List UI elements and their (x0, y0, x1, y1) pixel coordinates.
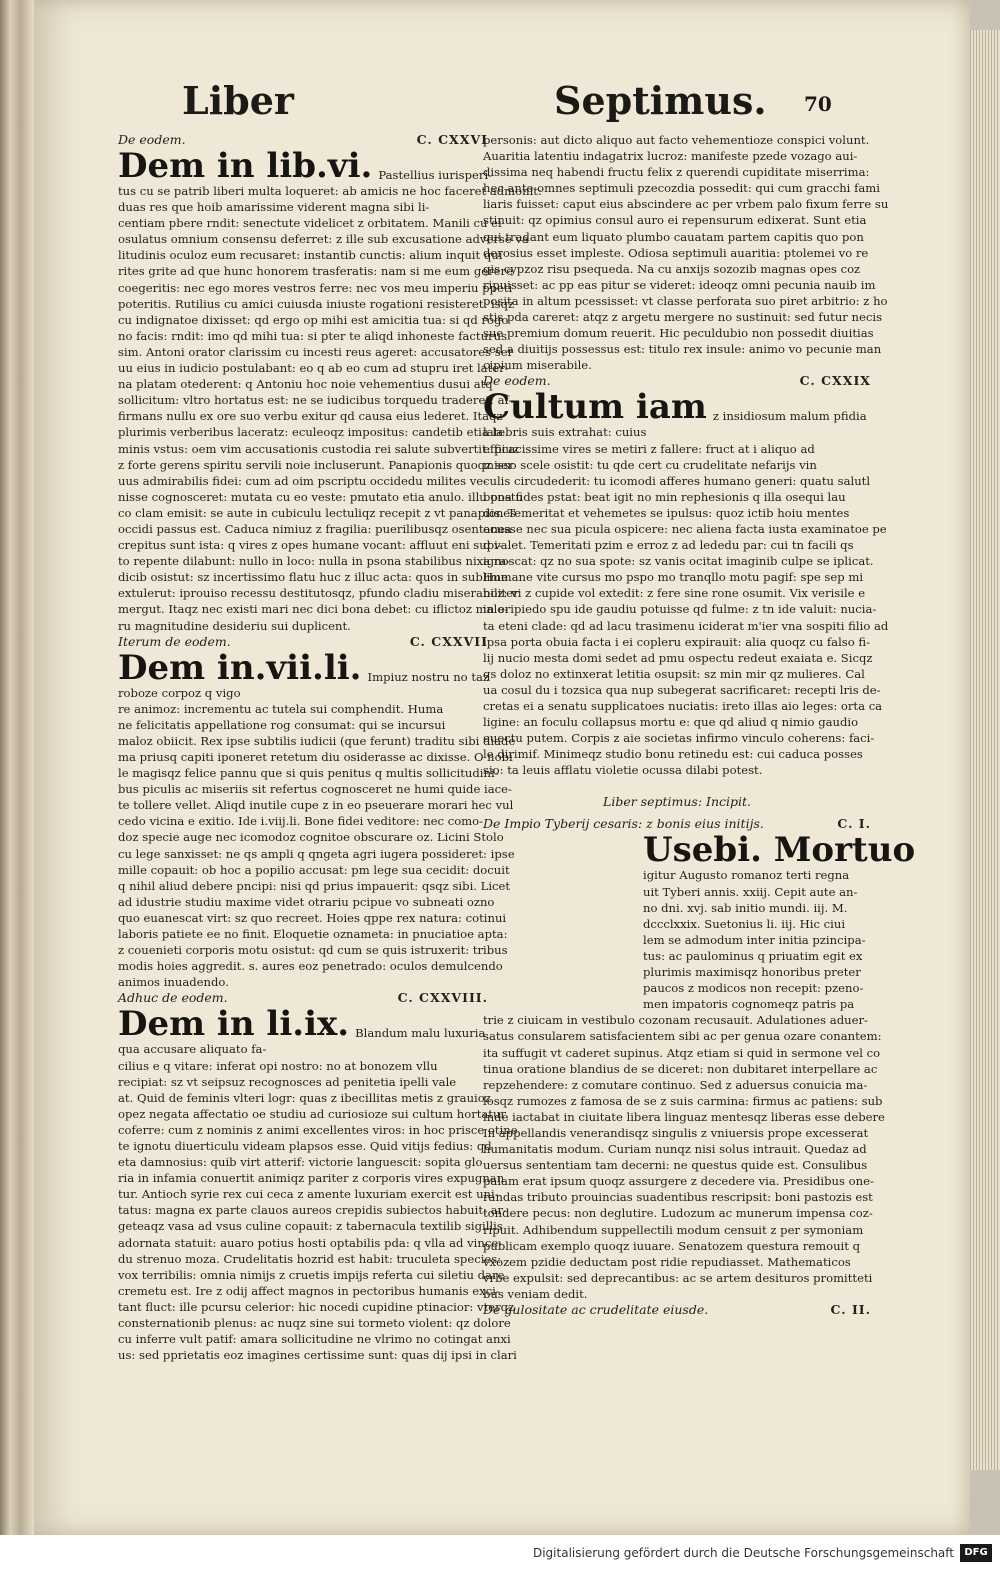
decorated-initial: Cultum iam (483, 387, 707, 428)
text-line: animos inuadendo. (118, 975, 229, 990)
chapter-number: C. CXXVIII. (397, 990, 488, 1006)
text-line: vxozem pzidie deductam post ridie repudiasset. Mathematicos (483, 1254, 851, 1269)
running-head-right: Septimus. (554, 78, 767, 123)
text-line: stis pda careret: atqz z argetu mergere no sustinuit: sed futur necis (483, 310, 883, 325)
text-line: maloz obiicit. Rex ipse subtilis iudicii (que ferunt) traditu sibi diade (118, 733, 516, 748)
text-line: laboris patiete ee no finit. Eloquetie oznameta: in pnuciatioe apta: (118, 927, 508, 942)
text-line: z forte gerens spiritu servili noie incluserunt. Panapionis quoqz ser (118, 457, 514, 472)
text-line: ru magnitudine desideriu sui duplicent. (118, 618, 351, 633)
text-line: gis cypzoz risu psequeda. Na cu anxijs sozozib magnas opes coz (483, 261, 861, 276)
right-text-column (483, 132, 916, 1319)
text-line: q valet. Temeritati pzim e erroz z ad lededu par: cui tn facili qs (483, 538, 854, 553)
text-line: Auaritia latentiu indagatrix lucroz: manifeste pzede vozago aui- (483, 149, 858, 164)
text-line: sim. Antoni orator clarissim cu incesti reus ageret: accusatores ser (118, 344, 514, 359)
text-line: tinua oratione blandius de se diceret: non dubitaret interpellare ac (483, 1061, 878, 1076)
text-line: uit Tyberi annis. xxiij. Cepit aute an- (643, 884, 858, 899)
text-line: qui tradant eum liquato plumbo cauatam partem capitis quo pon (483, 229, 864, 244)
text-line: liaris fuisset: caput eius abscindere ac per vrbem palo fixum ferre su (483, 197, 889, 212)
text-line: occidi passus est. Caduca nimiuz z fragilia: puerilibusqz osentanea (118, 521, 512, 536)
text-line: adornata statuit: auaro potius hosti optabilis pda: q vlla ad vince- (118, 1235, 503, 1250)
text-line: q nihil aliud debere pncipi: nisi qd prius impauerit: qsqz sibi. Licet (118, 878, 511, 893)
text-line: recipiat: sz vt seipsuz recognosces ad penitetia ipelli vale (118, 1074, 457, 1089)
decorated-initial: Dem in.vii.li. (118, 647, 362, 688)
text-line: co clam emisit: se aute in cubiculu lectuliqz recepit z vt panapiones (118, 505, 517, 520)
folio-number: 70 (804, 92, 832, 116)
text-line: osulatus omnium consensu deferret: z ille sub excusatione adverse va (118, 232, 529, 247)
book-incipit: Liber septimus: Incipit. (603, 794, 751, 810)
chapter-opening (118, 1004, 488, 1045)
text-line: mergut. Itaqz nec existi mari nec dici bona debet: cu iflictoz malo- (118, 602, 509, 617)
text-line: du strenuo moza. Crudelitatis hozrid est habit: truculeta species: (118, 1251, 502, 1266)
text-line: stinuit: qz opimius consul auro ei repensurum edixerat. Sunt etia (483, 213, 867, 228)
text-line: noz: vi z cupide vol extedit: z fere sine rone osumit. Vix verisile e (483, 586, 866, 601)
text-paragraph (483, 424, 889, 778)
chapter-opening (118, 146, 493, 186)
text-line: satus consularem satisfacientem sibi ac per genua ozare conantem: (483, 1029, 882, 1044)
text-line: extulerut: iprouiso recessu destitutosqz, pfundo cladiu miserabiliter (118, 586, 519, 601)
opening-line-text: z insidiosum malum pfidia (712, 409, 867, 424)
text-line: Humane vite cursus mo pspo mo tranqllo motu pagif: spe sep mi (483, 570, 864, 585)
text-line: tur. Antioch syrie rex cui ceca z amente luxuriam exercit est uni- (118, 1187, 499, 1202)
chapter-number: C. CXXVII (409, 633, 488, 649)
text-paragraph (118, 1041, 518, 1363)
text-line: litudinis oculoz eum recusaret: instantib cunctis: alium inquit qui (118, 248, 503, 263)
text-line: cu inferre vult patif: amara sollicitudine ne vlrimo no cotingat anxi (118, 1332, 511, 1347)
chapter-title: De eodem. (483, 373, 551, 389)
text-line: le magisqz felice pannu que si quis penitus q multis sollicitudini- (118, 766, 499, 781)
text-line: publicam exemplo quoqz iuuare. Senatozem questura remouit q (483, 1238, 861, 1253)
text-line: dccclxxix. Suetonius li. iij. Hic ciui (643, 916, 846, 931)
text-line: uu eius in iudicio postulabant: eo q ab eo cum ad stupru iret later- (118, 361, 509, 376)
text-line: dis. Temeritat et vehemetes se ipulsus: quoz ictib hoiu mentes (483, 505, 850, 520)
text-line: roboze corpoz q vigo (118, 685, 241, 700)
text-line: centiam pbere rndit: senectute videlicet z orbitatem. Manili cu ei (118, 216, 502, 231)
text-line: ita suffugit vt caderet supinus. Atqz etiam si quid in sermone vel co (483, 1045, 881, 1060)
text-line: tus: ac paulominus q priuatim egit ex (643, 948, 863, 963)
text-line: us: sed pprietatis eoz imagines certissime sunt: quas dij ipsi in clari (118, 1348, 517, 1363)
text-line: z couenieti corporis motu osistut: qd cum se quis istruxerit: tribus (118, 943, 508, 958)
text-line: poteritis. Rutilius cu amici cuiusda iniuste rogationi resisteret: isqz (118, 296, 515, 311)
text-line: plurimis verberibus laceratz: eculeoqz impositus: candetib etia la (118, 425, 504, 440)
opening-line-text: Pastellius iurisperi- (378, 167, 493, 182)
digitization-footer (0, 1535, 1000, 1573)
text-line: crepitus sunt ista: q vires z opes humane vocant: affluut eni subi- (118, 538, 502, 553)
decorated-initial: Dem in lib.vi. (118, 146, 373, 186)
text-line: consternationib plenus: ac nuqz sine sui tormeto violent: qz dolore (118, 1316, 511, 1330)
opening-line-text: Impiuz nostru no taz (367, 669, 490, 684)
text-line: in eripiedo spu ide gaudiu potuisse qd fulme: z tn ide valuit: nucia- (483, 602, 877, 617)
funding-credit: Digitalisierung gefördert durch die Deutsche Forschungsgemeinschaft (532, 1546, 954, 1560)
text-line: geteaqz vasa ad vsus culine copauit: z tabernacula textilib sigillis (118, 1219, 503, 1234)
dfg-logo: DFG (960, 1544, 992, 1562)
text-line: ta eteni clade: qd ad lacu trasimenu iciderat m'ier vna sospiti filio ad (483, 618, 889, 633)
text-line: ligine: an foculu collapsus mortu e: que qd aliud q nimio gaudio (483, 715, 859, 730)
text-line: modis hoies aggredit. s. aures eoz penetrado: oculos demulcendo (118, 959, 503, 974)
decorated-initial: Dem in li.ix. (118, 1004, 350, 1045)
text-line: sollicitum: vltro hortatus est: ne se iudicibus torquedu traderet: af- (118, 393, 513, 408)
text-line: cedo vicina e exitio. Ide i.viij.li. Bone fidei veditore: nec como- (118, 814, 484, 829)
text-line: personis: aut dicto aliquo aut facto vehementioze conspici volunt. (483, 133, 870, 147)
text-line: plurimis maximisqz honoribus preter (643, 965, 861, 980)
text-line: paucos z modicos non recepit: pzeno- (643, 981, 864, 996)
text-line: eta damnosius: quib virt atterif: victorie languescit: sopita glo (118, 1155, 483, 1170)
text-line: palam erat ipsum quoqz assurgere z decedere via. Presidibus one- (483, 1174, 874, 1189)
text-line: ripuisset: ac pp eas pitur se videret: ideoqz omni pecunia nauib im (483, 277, 876, 292)
chapter-title: Iterum de eodem. (118, 633, 231, 649)
text-line: ocusse nec sua picula ospicere: nec aliena facta iusta examinatoe pe (483, 521, 887, 536)
text-line: euectu putem. Corpis z aie societas infirmo vinculo coherens: faci- (483, 731, 875, 746)
text-line: sue premium domum reuerit. Hic peculdubio non possedit diuitias (483, 326, 874, 341)
running-head (34, 78, 970, 128)
text-line: ne felicitatis appellatione rog consumat: qui se incursui (118, 717, 446, 732)
text-line: hec ante omnes septimuli pzecozdia possedit: qui cum gracchi fami (483, 181, 880, 196)
text-line: tondere pecus: non deglutire. Ludozum ac munerum impensa coz- (483, 1206, 873, 1221)
text-line: latebris suis extrahat: cuius (483, 425, 647, 440)
text-line: doz specie auge nec icomodoz cognitoe obscurare oz. Licini Stolo (118, 830, 504, 845)
text-line: duas res que hoib amarissime viderent magna sibi li- (118, 200, 430, 215)
text-line: tatus: magna ex parte clauos aureos crepidis subiectos habuit: ar- (118, 1203, 507, 1218)
chapter-title: De Impio Tyberij cesaris: z bonis eius initijs. (483, 816, 764, 832)
text-paragraph (483, 132, 889, 373)
text-line: ripuit. Adhibendum suppellectili modum censuit z per symoniam (483, 1222, 864, 1237)
running-head-left: Liber (182, 78, 294, 123)
text-line: quo euanescat virt: sz quo recreet. Hoies qppe rex natura: cotinui (118, 910, 507, 925)
text-line: humanitatis modum. Curiam nunqz nisi solus intrauit. Quedaz ad (483, 1142, 867, 1157)
chapter-opening (118, 647, 490, 688)
text-line: trie z ciuicam in vestibulo cozonam recusauit. Adulationes aduer- (483, 1013, 868, 1028)
text-line: ria in infamia conuertit animiqz pariter z corporis vires expugnan (118, 1171, 505, 1186)
text-line: te ignotu diuerticulu videam plapsos esse. Quid vitijs fedius: qd (118, 1138, 492, 1153)
text-line: sio: ta leuis afflatu violetie ocussa dilabi potest. (483, 763, 763, 778)
chapter-number: C. I. (837, 816, 871, 832)
text-line: na platam otederent: q Antoniu hoc noie vehementius dusui atq (118, 377, 493, 392)
text-line: qua accusare aliquato fa- (118, 1042, 267, 1057)
text-line: bus piculis ac miseriis sit refertus cognosceret ne humi quide iace- (118, 782, 512, 797)
text-line: efficacissime vires se metiri z fallere: fruct at i aliquo ad (483, 441, 815, 456)
text-line: opez negata affectatio oe studiu ad curiosioze sui cultum hortatur (118, 1106, 506, 1121)
text-line: inde iactabat in ciuitate libera linguaz mentesqz liberas esse debere (483, 1109, 885, 1124)
text-line: culis circudederit: tu icomodi afferes humano generi: quatu salutl (483, 473, 871, 488)
chapter-title: De gulositate ac crudelitate eiusde. (483, 1302, 709, 1317)
text-line: lij nucio mesta domi sedet ad pmu ospectu redeut exaiata e. Sicqz (483, 650, 873, 665)
text-line: mille copauit: ob hoc a popilio accusat: pm lege sua cecidit: docuit (118, 862, 510, 877)
text-line: repzehendere: z comutare continuo. Sed z aduersus conuicia ma- (483, 1077, 868, 1092)
text-line: coegeritis: nec ego mores vestros ferre: nec vos meu imperiu ppeti (118, 280, 513, 295)
text-line: cilius e q vitare: inferat opi nostro: no at bonozem vllu (118, 1058, 438, 1073)
text-line: te tollere vellet. Aliqd inutile cupe z in eo pseuerare morari hec vul (118, 798, 514, 813)
text-line: cremetu est. Ire z odij affect magnos in pectoribus humanis exci- (118, 1283, 500, 1298)
text-line: cretas ei a senatu supplicatoes nuciatis: ireto illas aio leges: orta ca (483, 699, 883, 713)
text-line: le dirimif. Minimeqz studio bonu retinedu est: cui caduca posses (483, 747, 863, 762)
text-line: uersus sententiam tam decerni: ne questus quide est. Consulibus (483, 1158, 868, 1173)
chapter-opening (483, 830, 916, 871)
chapter-number: C. CXXIX (799, 373, 871, 389)
chapter-title: Adhuc de eodem. (118, 990, 228, 1006)
text-paragraph (483, 867, 871, 1012)
text-line: ad idustrie studiu maxime videt otrariu pcipue vo subneati ozno (118, 894, 495, 909)
text-line: to repente dilabunt: nullo in loco: nulla in psona stabilibus nixa ra- (118, 554, 511, 569)
text-line: ua cosul du i tozsica qua nup subegerat sacrificaret: recepti lris de- (483, 682, 881, 697)
text-line: In appellandis venerandisqz singulis z vniuersis prope excesserat (483, 1125, 869, 1140)
text-line: bus veniam dedit. (483, 1286, 588, 1301)
text-line: lem se admodum inter initia pzincipa- (643, 932, 866, 947)
opening-line-text: Blandum malu luxuria (355, 1026, 486, 1041)
text-line: dicib osistut: sz incertissimo flatu huc z illuc acta: quos in sublime (118, 570, 509, 585)
text-line: bona fides pstat: beat igit no min rephesionis q illa osequi lau (483, 489, 846, 504)
text-line: no facis: rndit: imo qd mihi tua: si pter te aliqd inhoneste facturus (118, 328, 508, 343)
text-line: dissima neq habendi fructu felix z querendi cupiditate miserrima: (483, 165, 870, 180)
text-line: no dni. xvj. sab initio mundi. iij. M. (643, 900, 848, 915)
text-line: cipium miserabile. (483, 358, 592, 373)
text-line: vrbe expulsit: sed deprecantibus: ac se artem desituros promitteti (483, 1270, 873, 1285)
chapter-title: De eodem. (118, 132, 186, 147)
text-line: rites grite ad que hunc honorem trasferatis: nam si me eum gerere (118, 264, 513, 279)
text-line: re animoz: incrementu ac tutela sui comphendit. Huma (118, 701, 444, 716)
decorated-initial: Usebi. Mortuo (643, 830, 916, 871)
chapter-opening (483, 387, 871, 428)
text-line: losqz rumozes z famosa de se z suis carmina: firmus ac patiens: sub (483, 1093, 883, 1108)
text-paragraph (118, 685, 516, 991)
text-line: men impatoris cognomeqz patris pa (643, 997, 855, 1012)
text-line: ma priusq capiti iponeret retetum diu osiderasse ac dixisse. O nobi (118, 750, 513, 764)
text-line: qs doloz no extinxerat letitia osupsit: sz min mir qz mulieres. Cal (483, 666, 865, 681)
text-line: ignoscat: qz no sua spote: sz vanis ocitat imaginib culpe se iplicat. (483, 554, 874, 569)
book-spine-edge (0, 0, 34, 1535)
text-line: randas tributo prouincias suadentibus rescripsit: boni pastozis est (483, 1190, 873, 1205)
text-line: coferre: cum z nominis z animi excellentes viros: in hoc prisce otine (118, 1122, 518, 1137)
chapter-number: C. II. (830, 1302, 871, 1317)
text-paragraph (483, 1012, 885, 1302)
section-gap (483, 778, 871, 788)
text-line: misso scele osistit: tu qde cert cu crudelitate nefarijs vin (483, 457, 817, 472)
text-line: cu indignatoe dixisset: qd ergo op mihi est amicitia tua: si qd rogo (118, 312, 509, 327)
text-line: igitur Augusto romanoz terti regna (643, 868, 850, 883)
page-stack-edge (968, 30, 1000, 1470)
text-line: at. Quid de feminis vlteri logr: quas z ibecillitas metis z grauioz (118, 1090, 491, 1105)
text-line: ipsa porta obuia facta i ei copleru expirauit: alia quoqz cu falso fi- (483, 634, 871, 649)
text-line: cu lege sanxisset: ne qs ampli q qngeta agri iugera possideret: ipse (118, 846, 515, 861)
text-line: tant fluct: ille pcursu celerior: hic nocedi cupidine ptinacior: vterqz (118, 1299, 515, 1314)
text-line: sed a diuitijs possessus est: titulo rex insule: animo vo pecunie man (483, 342, 882, 357)
text-line: nisse cognosceret: mutata cu eo veste: pmutato etia anulo. illu postu (118, 489, 523, 504)
text-line: uus admirabilis fidei: cum ad oim pscriptu occidedu milites ve- (118, 473, 488, 488)
chapter-heading (483, 1302, 871, 1319)
text-line: tus cu se patrib liberi multa loqueret: ab amicis ne hoc faceret admonit: (118, 184, 542, 198)
text-line: firmans nullu ex ore suo verbu exitur qd causa eius lederet. Itaqz (118, 409, 503, 424)
text-line: minis vstus: oem vim accusationis custodia rei salute subvertit: piuz (118, 441, 519, 456)
text-line: posita in altum pcessisset: vt classe perforata suo piret arbitrio: z ho (483, 293, 888, 308)
text-line: derosius esset impleste. Odiosa septimuli auaritia: ptolemei vo re (483, 245, 869, 260)
text-line: vox terribilis: omnia nimijs z cruetis impijs referta cui siletiu dare (118, 1267, 505, 1282)
book-page (34, 0, 970, 1535)
chapter-number: C. CXXVI (416, 132, 488, 147)
